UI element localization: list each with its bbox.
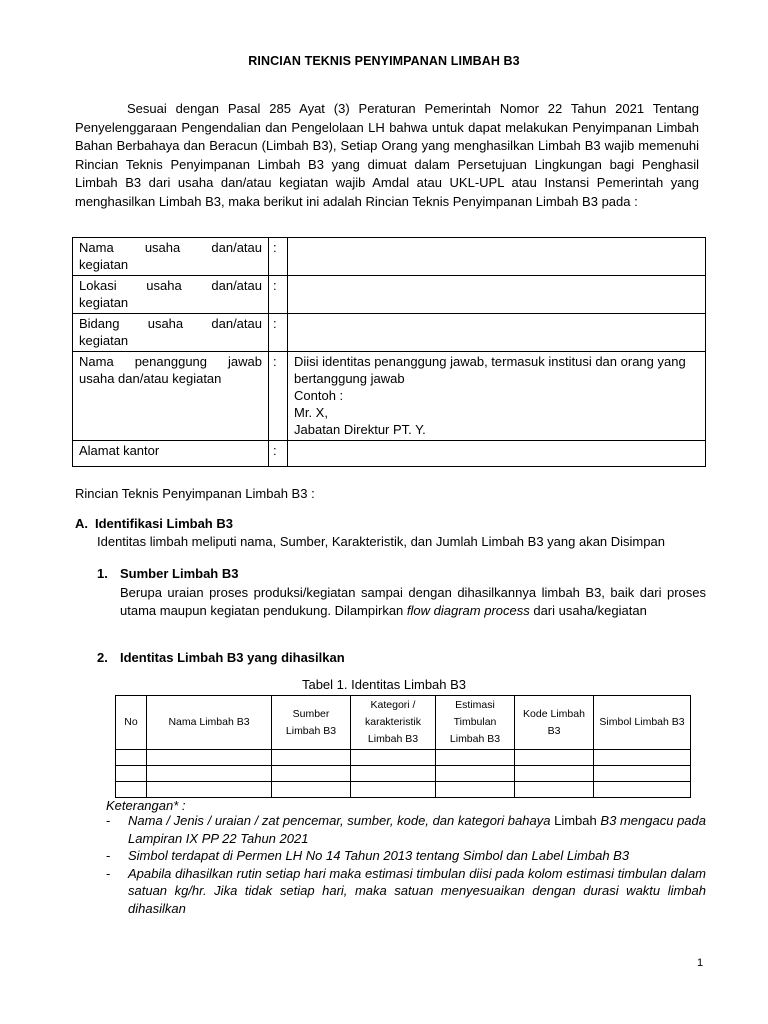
table-cell (351, 782, 436, 798)
label-word: Nama (79, 240, 114, 255)
subsection-2-title: Identitas Limbah B3 yang dihasilkan (120, 650, 345, 665)
intro-paragraph (75, 100, 699, 211)
label-justified-line (79, 315, 262, 332)
table-cell (147, 750, 272, 766)
table-cell (272, 750, 351, 766)
table-cell (436, 782, 515, 798)
table-row (116, 750, 691, 766)
label-word: Lokasi (79, 278, 117, 293)
subsection-2-heading (97, 650, 345, 665)
label-word: usaha (147, 316, 184, 331)
section-a-description: Identitas limbah meliputi nama, Sumber, Karakteristik, dan Jumlah Limbah B3 yang akan Disimpan (97, 534, 665, 549)
identity-colon: : (269, 276, 288, 314)
identity-value (288, 441, 706, 467)
header-estimasi: Estimasi Timbulan Limbah B3 (436, 696, 515, 750)
label-rest: kegiatan (79, 333, 129, 348)
table-cell (116, 750, 147, 766)
section-a-heading (75, 516, 233, 531)
value-line: Diisi identitas penanggung jawab, termasuk institusi dan orang yang bertanggung jawab (294, 354, 686, 386)
label-word: usaha (144, 240, 181, 255)
identity-row (73, 276, 706, 314)
subsection-1-italic: flow diagram process (406, 603, 530, 618)
table-cell (116, 766, 147, 782)
bullet-dash: - (106, 865, 111, 881)
value-line: Mr. X, (294, 405, 328, 420)
table-cell (594, 766, 691, 782)
label-rest: usaha dan/atau kegiatan (79, 371, 222, 386)
table-cell (436, 766, 515, 782)
notes-list (106, 812, 706, 917)
label-word: Nama (79, 354, 114, 369)
table-cell (594, 750, 691, 766)
table-cell (436, 750, 515, 766)
label-word: dan/atau (211, 240, 262, 255)
identity-value (288, 314, 706, 352)
table-caption: Tabel 1. Identitas Limbah B3 (301, 677, 467, 692)
section-a-title: Identifikasi Limbah B3 (95, 516, 233, 531)
subsection-2-number: 2. (97, 650, 108, 665)
header-nama: Nama Limbah B3 (147, 696, 272, 750)
subsection-1-number: 1. (97, 566, 108, 581)
list-item (106, 812, 706, 847)
section-intro: Rincian Teknis Penyimpanan Limbah B3 : (75, 486, 315, 501)
table-row (116, 782, 691, 798)
identity-value (288, 352, 706, 441)
value-line: Jabatan Direktur PT. Y. (294, 422, 426, 437)
note-text: Nama / Jenis / uraian / zat pencemar, sumber, kode, dan kategori bahaya (128, 813, 555, 828)
header-simbol: Simbol Limbah B3 (594, 696, 691, 750)
identity-value (288, 238, 706, 276)
notes-heading: Keterangan* : (106, 798, 186, 813)
label-word: penanggung (134, 354, 208, 369)
list-item (106, 847, 706, 865)
subsection-1-text-a: Berupa uraian proses produksi/kegiatan sampai dengan dihasilkannya limbah B3, baik dari proses utama maupun kegiatan pendukung. Dilampirkan (120, 585, 706, 618)
table-cell (515, 782, 594, 798)
table-cell (351, 766, 436, 782)
identity-row (73, 238, 706, 276)
page-number: 1 (697, 957, 704, 969)
subsection-1-text-b: dari usaha/kegiatan (529, 603, 647, 618)
identity-row (73, 314, 706, 352)
table-cell (515, 750, 594, 766)
value-line: Contoh : (294, 388, 344, 403)
header-kode: Kode Limbah B3 (515, 696, 594, 750)
identity-label (73, 314, 269, 352)
note-text: Apabila dihasilkan rutin setiap hari maka estimasi timbulan diisi pada kolom estimasi timbulan dalam satuan kg/hr. Jika tidak setiap hari, maka satuan menyesuaikan dengan durasi waktu limbah dihasilkan (128, 865, 706, 916)
document-title: RINCIAN TEKNIS PENYIMPANAN LIMBAH B3 (248, 54, 520, 68)
limbah-identity-table (115, 695, 691, 798)
label-word: Alamat kantor (79, 443, 160, 458)
identity-colon: : (269, 352, 288, 441)
identity-colon: : (269, 238, 288, 276)
label-rest: kegiatan (79, 257, 129, 272)
label-rest: kegiatan (79, 295, 129, 310)
identity-value (288, 276, 706, 314)
label-word: usaha (146, 278, 182, 293)
identity-row (73, 441, 706, 467)
label-word: dan/atau (211, 278, 262, 293)
identity-label (73, 352, 269, 441)
table-cell (272, 782, 351, 798)
note-text: Simbol terdapat di Permen LH No 14 Tahun 2013 tentang Simbol dan Label Limbah B3 (128, 848, 630, 863)
label-word: jawab (228, 354, 262, 369)
note-text: B3 mengacu pada Lampiran IX PP 22 Tahun 2021 (128, 813, 706, 846)
label-justified-line (79, 277, 262, 294)
table-cell (147, 766, 272, 782)
table-cell (515, 766, 594, 782)
table-cell (116, 782, 147, 798)
subsection-1-text (120, 584, 706, 620)
table-cell (351, 750, 436, 766)
header-kategori: Kategori / karakteristik Limbah B3 (351, 696, 436, 750)
list-item (106, 865, 706, 918)
note-upright: Limbah (554, 813, 597, 828)
label-word: dan/atau (211, 316, 262, 331)
bullet-dash: - (106, 848, 111, 863)
identity-label (73, 238, 269, 276)
table-header-row (116, 696, 691, 750)
table-cell (272, 766, 351, 782)
header-sumber: Sumber Limbah B3 (272, 696, 351, 750)
identity-table (72, 237, 706, 467)
label-justified-line (79, 353, 262, 370)
table-row (116, 766, 691, 782)
identity-label (73, 441, 269, 467)
identity-row (73, 352, 706, 441)
label-word: Bidang (79, 316, 120, 331)
label-justified-line (79, 239, 262, 256)
section-a-letter: A. (75, 516, 88, 531)
intro-paragraph-text: Sesuai dengan Pasal 285 Ayat (3) Peraturan Pemerintah Nomor 22 Tahun 2021 Tentang Penyelenggaraan Pengendalian dan Pengelolaan LH bahwa untuk dapat melakukan Penyimpanan Limbah Bahan Berbahaya dan Beracun (Limbah B3), Setiap Orang yang menghasilkan Limbah B3 wajib memenuhi Rincian Teknis Penyimpanan Limbah B3 yang dimuat dalam Persetujuan Lingkungan bagi Penghasil Limbah B3 dari usaha dan/atau kegiatan wajib Amdal atau UKL-UPL atau Instansi Pemerintah yang menghasilkan Limbah B3, maka berikut ini adalah Rincian Teknis Penyimpanan Limbah B3 pada : (75, 101, 699, 209)
subsection-1-heading (97, 566, 238, 581)
identity-colon: : (269, 314, 288, 352)
identity-colon: : (269, 441, 288, 467)
bullet-dash: - (106, 813, 111, 828)
identity-label (73, 276, 269, 314)
header-no: No (116, 696, 147, 750)
subsection-1-title: Sumber Limbah B3 (120, 566, 239, 581)
table-cell (594, 782, 691, 798)
table-cell (147, 782, 272, 798)
